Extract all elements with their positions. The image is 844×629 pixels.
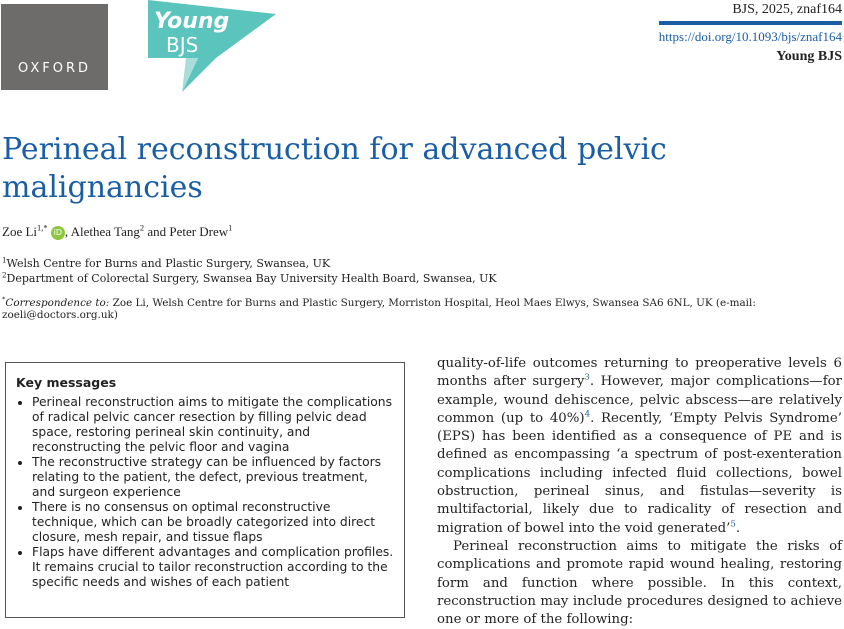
affiliation: $^2$Department of Colorectal Surgery, Swansea Bay University Health Board, Swansea, UK [2, 270, 497, 285]
key-messages-heading: Key messages [16, 375, 117, 390]
key-messages-box [5, 362, 405, 618]
correspondence: *Correspondence to: Zoe Li, Welsh Centre for Burns and Plastic Surgery, Morriston Hospital, Heol Maes Elwys, Swansea SA6 6NL, UK (e-mail: zoeli@doctors.org.uk) [2, 295, 756, 321]
list-item: • Flaps have different advantages and complication profiles. It remains crucial to tailor reconstruction according to the specific needs and wishes of each patient [32, 545, 394, 590]
series-name: Young BJS [776, 49, 842, 64]
text-run: . However, major complications—for example, wound dehiscence, pelvic abscess—are relatively common (up to 40%) [437, 374, 842, 426]
oxford-logo: OXFORD [1, 4, 108, 90]
paragraph: Perineal reconstruction aims to mitigate the risks of complications and promote rapid wound healing, restoring form and function where possible. In this context, reconstruction may include procedures designed to achieve one or more of the following: [437, 538, 842, 628]
paragraph [437, 355, 842, 538]
svg-text:BJS: BJS [166, 33, 199, 57]
body-text [437, 355, 842, 629]
author: , Alethea Tang [64, 224, 140, 239]
orcid-icon[interactable]: iD [51, 226, 65, 240]
reference-link[interactable]: 5 [730, 519, 736, 530]
doi-link[interactable]: https://doi.org/10.1093/bjs/znaf164 [658, 29, 842, 44]
article-title: Perineal reconstruction for advanced pelvic malignancies [2, 132, 667, 205]
text-run: . Recently, ‘Empty Pelvis Syndrome’ (EPS) has been identified as a consequence of PE and is defined as encompassing ‘a spectrum of post-exenteration complications including infected fluid collections, bowel obstruction, perineal sinus, and fistulas—severity is multifactorial, likely due to radicality of resection and migration of bowel into the void generated’ [437, 410, 842, 536]
affiliation: $^1$Welsh Centre for Burns and Plastic Surgery, Swansea, UK [2, 255, 331, 270]
reference-link[interactable]: 3 [584, 372, 590, 383]
author-list: Zoe $Li^{1,*}$ iD , Alethea Tang$^2$ and Peter Drew$^1$ [2, 222, 233, 239]
reference-link[interactable]: 4 [584, 409, 591, 420]
list-item: • There is no consensus on optimal reconstructive technique, which can be broadly categorized into direct closure, mesh repair, and tissue flaps [32, 500, 394, 545]
journal-citation: BJS, 2025, znaf164 [659, 2, 842, 25]
list-item: • Perineal reconstruction aims to mitigate the complications of radical pelvic cancer resection by filling pelvic dead space, restoring perineal skin continuity, and reconstructing the pelvic floor and vagina [32, 395, 394, 455]
young-bjs-logo [146, 0, 278, 94]
list-item: • The reconstructive strategy can be influenced by factors relating to the patient, the defect, previous treatment, and surgeon experience [32, 455, 394, 500]
author: and Peter Drew [144, 224, 229, 239]
text-run: quality-of-life outcomes returning to preoperative levels 6 months after surgery [437, 356, 842, 390]
svg-text:Young: Young [154, 9, 230, 34]
text-run: . [735, 520, 741, 536]
author: Zoe Li [2, 224, 38, 239]
